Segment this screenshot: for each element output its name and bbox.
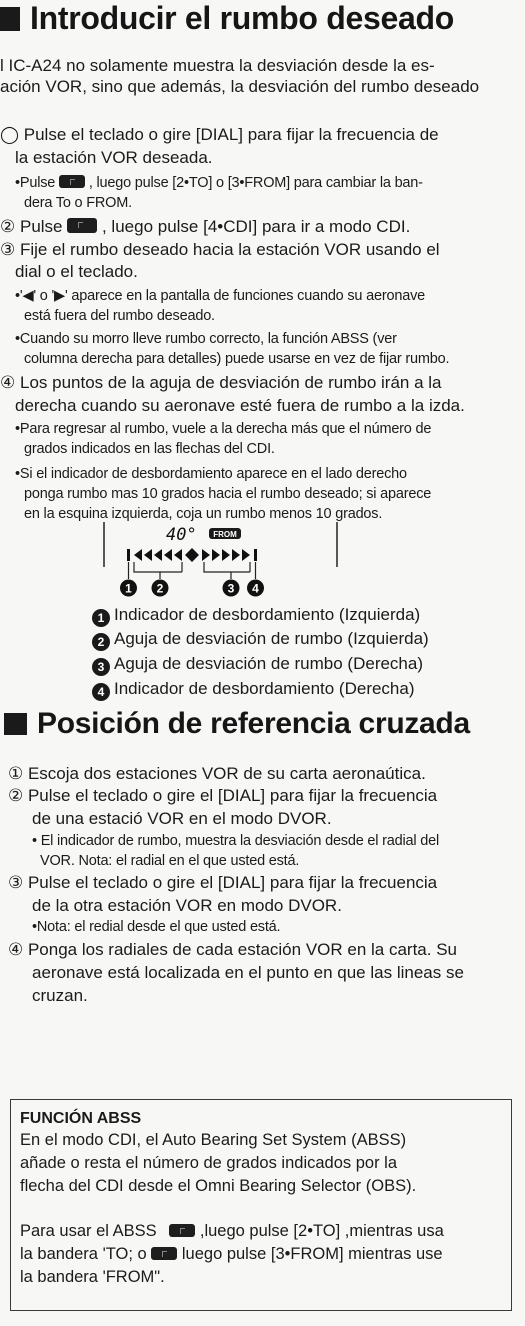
legend-number: 4 <box>92 683 110 701</box>
intro-line-2: ación VOR, sino que además, la desviación del rumbo deseado <box>0 77 480 96</box>
abss-p2-text-b: ,luego pulse [2•TO] ,mientras usa <box>199 1222 444 1240</box>
step2-line <box>0 217 410 237</box>
step4-sub2-line-3: en la esquina izquierda, coja un rumbo menos 10 grados. <box>24 506 383 522</box>
s2-step2-sub-line-2: VOR. Nota: el radial en el que usted está. <box>40 853 300 869</box>
right-deviation-arrows <box>202 549 250 561</box>
s2-step3-line-2: de la otra estación VOR en modo DVOR. <box>32 896 342 915</box>
step2-text-a: Pulse <box>19 217 63 236</box>
step1-sub-line-2: dera To o FROM. <box>24 195 132 211</box>
overflow-indicator-right <box>254 549 257 561</box>
intro-line-1: l IC-A24 no solamente muestra la desviación desde la es- <box>0 56 435 75</box>
step3-sub2-line-1: •Cuando su morro lleve rumbo correcto, la función ABSS (ver <box>15 331 397 347</box>
section-title-text: Posición de referencia cruzada <box>37 707 470 740</box>
legend-item-2 <box>92 629 429 651</box>
section-title-posicion <box>6 707 470 741</box>
legend-number: 2 <box>92 633 110 651</box>
svg-text:3: 3 <box>227 581 235 596</box>
abss-p1-line-1: En el modo CDI, el Auto Bearing Set System (ABSS) <box>20 1131 407 1149</box>
step4-line-2: derecha cuando su aeronave esté fuera de rumbo a la izda. <box>15 396 465 415</box>
section-title-rumbo <box>0 0 454 37</box>
step3-line-2: dial o el teclado. <box>15 262 138 281</box>
step3-sub2-line-2: columna derecha para detalles) puede usarse en vez de fijar rumbo. <box>24 351 450 367</box>
callout-2 <box>152 580 169 597</box>
callout-4 <box>247 580 264 597</box>
s2-step2-sub-line-1: • El indicador de rumbo, muestra la desviación desde el radial del <box>32 833 439 849</box>
display-degrees: 40° <box>166 525 197 545</box>
s2-step4-line-2: aeronave está localizada en el punto en que las lineas se <box>32 963 464 982</box>
abss-p2-text-a: Para usar el ABSS <box>20 1222 157 1240</box>
s2-step2-line-1: ② Pulse el teclado o gire el [DIAL] para fijar la frecuencia <box>8 786 438 805</box>
abss-p2-text-c: la bandera 'TO; o <box>20 1245 147 1263</box>
callout-1 <box>120 580 137 597</box>
step1-sub-text-a: •Pulse <box>15 175 56 191</box>
function-key-icon <box>169 1224 195 1237</box>
abss-p2-line-2 <box>20 1244 443 1264</box>
svg-text:1: 1 <box>125 581 132 596</box>
overflow-indicator-left <box>127 549 130 561</box>
abss-p2-line-3: la bandera 'FROM". <box>20 1268 165 1286</box>
left-deviation-arrows <box>134 549 182 561</box>
legend-number: 1 <box>92 609 110 627</box>
step3-text: Fije el rumbo deseado hacia la estación VOR usando el <box>19 240 440 259</box>
step1-line-1 <box>0 125 439 145</box>
step4-sub2-line-2: ponga rumbo mas 10 grados hacia el rumbo deseado; si aparece <box>24 486 432 502</box>
legend-text: Aguja de desviación de rumbo (Derecha) <box>114 654 424 673</box>
abss-title: FUNCIÓN ABSS <box>20 1110 142 1127</box>
step1-sub-text-b: , luego pulse [2•TO] o [3•FROM] para cambiar la ban- <box>88 175 423 191</box>
section-title-text: Introducir el rumbo deseado <box>30 0 454 36</box>
step3-sub1-line-2: está fuera del rumbo deseado. <box>24 308 215 324</box>
s2-step4-line-1: ④ Ponga los radiales de cada estación VOR en la carta. Su <box>8 940 457 959</box>
step4-text: Los puntos de la aguja de desviación de rumbo irán a la <box>19 373 442 392</box>
cdi-display-diagram <box>100 522 350 612</box>
s2-step4-line-3: cruzan. <box>32 986 88 1005</box>
abss-p1-line-2: añade o resta el número de grados indicados por la <box>20 1154 397 1172</box>
step-number-circle-icon: ③ <box>0 240 16 259</box>
legend-text: Aguja de desviación de rumbo (Izquierda) <box>114 629 429 648</box>
step1-sub-line-1 <box>15 174 423 192</box>
svg-text:2: 2 <box>156 581 164 596</box>
step-number-circle-icon: ② <box>0 217 16 236</box>
legend-item-3 <box>92 654 423 676</box>
step3-sub1-line-1: •'◀' o '▶' aparece en la pantalla de funciones cuando su aeronave <box>15 288 425 304</box>
legend-text: Indicador de desbordamiento (Izquierda) <box>114 605 421 624</box>
abss-p2-text-d: luego pulse [3•FROM] mientras use <box>181 1245 443 1263</box>
legend-item-4 <box>92 679 415 701</box>
step-number-circle-icon: ◯ <box>0 125 20 144</box>
step1-line-2: la estación VOR deseada. <box>15 148 213 167</box>
step-number-circle-icon: ④ <box>0 373 16 392</box>
step1-text: Pulse el teclado o gire [DIAL] para fijar la frecuencia de <box>23 125 439 144</box>
legend-text: Indicador de desbordamiento (Derecha) <box>114 679 415 698</box>
s2-step2-line-2: de una estació VOR en el modo DVOR. <box>32 809 332 828</box>
abss-p1-line-3: flecha del CDI desde el Omni Bearing Selector (OBS). <box>20 1177 417 1195</box>
function-key-icon <box>59 175 85 188</box>
callout-3 <box>223 580 240 597</box>
svg-text:4: 4 <box>252 581 259 596</box>
legend-item-1 <box>92 605 420 627</box>
title-square-icon <box>4 713 27 735</box>
step3-line-1 <box>0 240 440 260</box>
step4-sub1-line-1: •Para regresar al rumbo, vuele a la derecha más que el número de <box>15 421 432 437</box>
center-diamond <box>185 548 199 562</box>
display-flag: FROM <box>213 530 237 539</box>
abss-p2-line-1 <box>20 1221 444 1241</box>
step4-line-1 <box>0 373 442 393</box>
s2-step3-sub: •Nota: el redial desde el que usted está. <box>32 919 281 935</box>
s2-step3-line-1: ③ Pulse el teclado o gire el [DIAL] para fijar la frecuencia <box>8 873 438 892</box>
step4-sub2-line-1: •Si el indicador de desbordamiento aparece en el lado derecho <box>15 466 407 482</box>
function-key-icon <box>151 1247 177 1260</box>
step4-sub1-line-2: grados indicados en las flechas del CDI. <box>24 441 275 457</box>
step2-text-b: , luego pulse [4•CDI] para ir a modo CDI. <box>101 217 411 236</box>
function-key-icon <box>67 218 97 233</box>
s2-step1: ① Escoja dos estaciones VOR de su carta aeronaútica. <box>8 764 426 783</box>
legend-number: 3 <box>92 658 110 676</box>
title-square-icon <box>0 7 20 31</box>
